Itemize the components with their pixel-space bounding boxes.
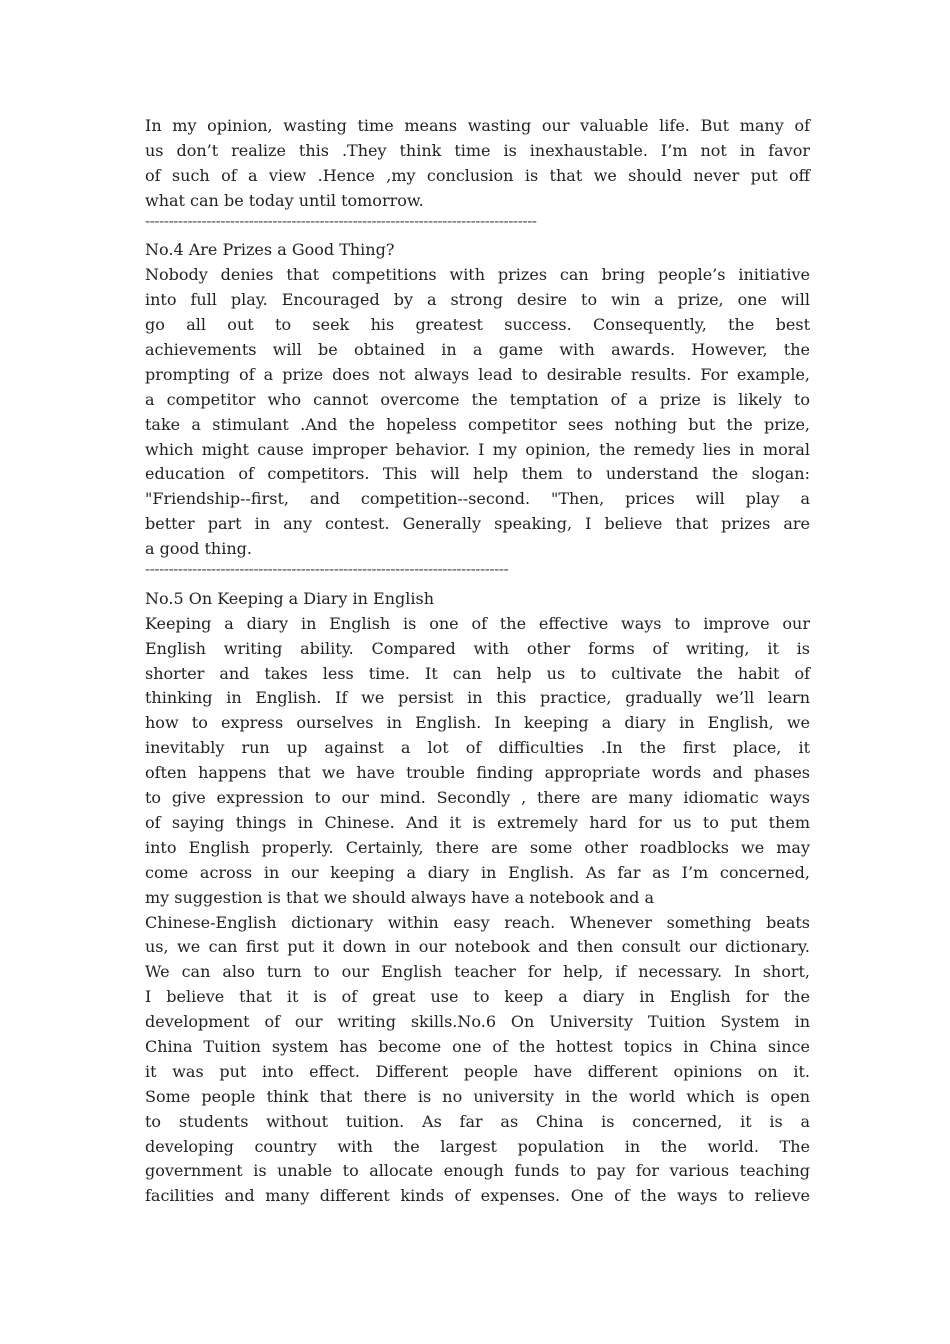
text-line: come across in our keeping a diary in English. As far as I’m concerned, bbox=[145, 862, 810, 882]
text-line: China Tuition system has become one of the hottest topics in China since bbox=[145, 1036, 810, 1056]
text-line: often happens that we have trouble finding appropriate words and phases bbox=[145, 763, 810, 783]
text-line: of such of a view .Hence ,my conclusion is that we should never put off bbox=[145, 165, 810, 185]
text-line: achievements will be obtained in a game with awards. However, the bbox=[145, 340, 810, 360]
text-line: my suggestion is that we should always have a notebook and a bbox=[145, 887, 655, 907]
text-line: which might cause improper behavior. I my opinion, the remedy lies in moral bbox=[145, 439, 810, 459]
text-line: us don’t realize this .They think time is inexhaustable. I’m not in favor bbox=[145, 140, 810, 160]
text-line: education of competitors. This will help them to understand the slogan: bbox=[145, 464, 810, 484]
text-line: shorter and takes less time. It can help us to cultivate the habit of bbox=[145, 663, 810, 683]
text-line: better part in any contest. Generally speaking, I believe that prizes are bbox=[145, 514, 810, 534]
section-title: No.4 Are Prizes a Good Thing? bbox=[145, 240, 395, 260]
separator-line: ----------------------------------------------------------------------------- bbox=[145, 562, 509, 579]
text-line: facilities and many different kinds of expenses. One of the ways to relieve bbox=[145, 1186, 810, 1206]
text-line: developing country with the largest population in the world. The bbox=[145, 1136, 810, 1156]
text-line: how to express ourselves in English. In keeping a diary in English, we bbox=[145, 713, 810, 733]
text-line: thinking in English. If we persist in this practice, gradually we’ll learn bbox=[145, 688, 810, 708]
separator-line: ----------------------------------------------------------------------------------- bbox=[145, 213, 537, 230]
text-line: "Friendship--first, and competition--second. "Then, prices will play a bbox=[145, 489, 810, 509]
text-line: In my opinion, wasting time means wasting our valuable life. But many of bbox=[145, 116, 810, 135]
text-line: inevitably run up against a lot of difficulties .In the first place, it bbox=[145, 738, 810, 758]
text-line: I believe that it is of great use to keep a diary in English for the bbox=[145, 987, 810, 1007]
document-page bbox=[145, 114, 810, 1209]
text-line: take a stimulant .And the hopeless competitor sees nothing but the prize, bbox=[145, 414, 810, 434]
text-line: government is unable to allocate enough funds to pay for various teaching bbox=[145, 1161, 810, 1181]
text-line: into English properly. Certainly, there are some other roadblocks we may bbox=[145, 837, 810, 857]
text-line: of saying things in Chinese. And it is extremely hard for us to put them bbox=[145, 812, 810, 832]
text-line: prompting of a prize does not always lead to desirable results. For example, bbox=[145, 364, 810, 384]
text-line: Nobody denies that competitions with prizes can bring people’s initiative bbox=[145, 265, 810, 285]
text-line: a competitor who cannot overcome the temptation of a prize is likely to bbox=[145, 389, 810, 409]
text-line: it was put into effect. Different people have different opinions on it. bbox=[145, 1061, 810, 1081]
text-line: Keeping a diary in English is one of the effective ways to improve our bbox=[145, 613, 810, 633]
text-line: into full play. Encouraged by a strong desire to win a prize, one will bbox=[145, 290, 810, 310]
section-diary bbox=[145, 587, 810, 1209]
text-line: a good thing. bbox=[145, 539, 252, 559]
text-line: what can be today until tomorrow. bbox=[145, 190, 424, 210]
text-line: We can also turn to our English teacher for help, if necessary. In short, bbox=[145, 962, 810, 982]
paragraph-time bbox=[145, 114, 810, 214]
text-line: go all out to seek his greatest success. Consequently, the best bbox=[145, 315, 810, 335]
text-line: Chinese-English dictionary within easy reach. Whenever something beats bbox=[145, 912, 810, 932]
text-line: us, we can first put it down in our notebook and then consult our dictionary. bbox=[145, 937, 810, 957]
text-line: development of our writing skills.No.6 On University Tuition System in bbox=[145, 1012, 810, 1032]
text-line: Some people think that there is no university in the world which is open bbox=[145, 1086, 810, 1106]
text-line: English writing ability. Compared with other forms of writing, it is bbox=[145, 638, 810, 658]
section-title: No.5 On Keeping a Diary in English bbox=[145, 588, 435, 608]
section-prizes bbox=[145, 238, 810, 562]
text-line: to give expression to our mind. Secondly , there are many idiomatic ways bbox=[145, 788, 810, 808]
text-line: to students without tuition. As far as China is concerned, it is a bbox=[145, 1111, 810, 1131]
